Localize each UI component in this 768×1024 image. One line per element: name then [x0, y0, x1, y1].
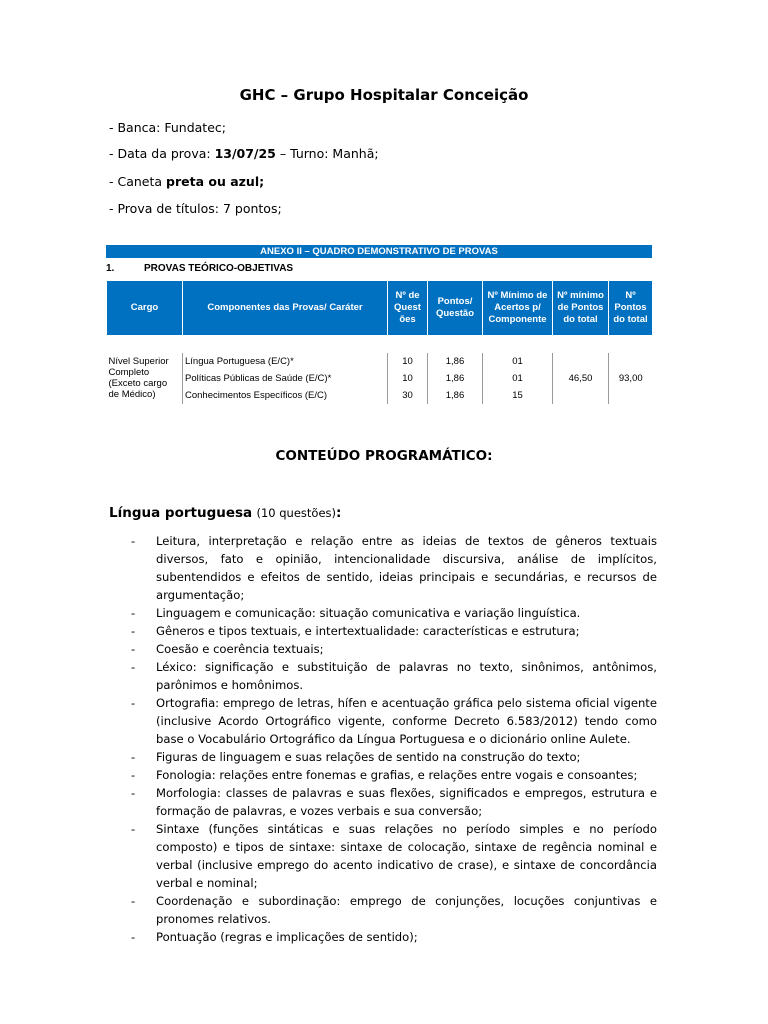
list-item [109, 820, 657, 892]
cell-pontos: 1,86 [428, 387, 483, 404]
list-item-text: Coordenação e subordinação: emprego de conjunções, locuções conjuntivas e pronomes relativos. [156, 894, 657, 926]
list-dash: - [131, 768, 136, 782]
list-item-text: Léxico: significação e substituição de palavras no texto, sinônimos, antônimos, parônimos e homônimos. [156, 660, 657, 692]
list-item [109, 928, 657, 946]
cell-cargo: Nível Superior Completo (Exceto cargo de Médico) [108, 356, 169, 400]
annex-section-heading [106, 258, 652, 280]
page-title: GHC – Grupo Hospitalar Conceição [239, 86, 529, 104]
list-dash: - [131, 930, 136, 944]
list-dash: - [131, 786, 136, 800]
list-item-text: Fonologia: relações entre fonemas e grafias, e relações entre vogais e consoantes; [156, 768, 638, 782]
list-item [109, 640, 657, 658]
list-dash: - [131, 822, 136, 836]
cell-questoes: 30 [388, 387, 428, 404]
programatico-heading: CONTEÚDO PROGRAMÁTICO: [275, 448, 493, 464]
lingua-topics-list [109, 532, 657, 946]
list-dash: - [131, 660, 136, 674]
list-dash: - [131, 624, 136, 638]
lingua-title: Língua portuguesa [109, 505, 253, 521]
list-item-text: Coesão e coerência textuais; [156, 642, 324, 656]
info-titulos: - Prova de títulos: 7 pontos; [109, 201, 282, 216]
list-item [109, 622, 657, 640]
annex-section-number: 1. [106, 263, 115, 274]
cell-minimo: 01 [483, 353, 553, 370]
cell-questoes: 10 [388, 370, 428, 387]
list-item-text: Leitura, interpretação e relação entre as ideias de textos de gêneros textuais diversos, fato e opinião, intencionalidade discursiva, análise de implícitos, subentendidos e efeitos de sentido, ideias principais e secundárias, e recursos de argumentação; [156, 534, 657, 602]
list-item-text: Gêneros e tipos textuais, e intertextualidade: características e estrutura; [156, 624, 580, 638]
lingua-portuguesa-heading [109, 505, 341, 521]
provas-table [106, 280, 653, 404]
info-caneta-prefix: - Caneta [109, 174, 167, 189]
info-caneta [109, 174, 264, 189]
list-item [109, 748, 657, 766]
info-data-suffix: – Turno: Manhã; [275, 146, 379, 161]
cell-minimo: 15 [483, 387, 553, 404]
list-item-text: Figuras de linguagem e suas relações de sentido na construção do texto; [156, 750, 581, 764]
list-item [109, 892, 657, 928]
info-data-prova [109, 146, 379, 161]
info-data-value: 13/07/25 [214, 146, 276, 161]
list-item [109, 658, 657, 694]
table-row [107, 353, 653, 370]
lingua-colon: : [336, 505, 342, 521]
cell-pontos: 1,86 [428, 353, 483, 370]
header-pontos-total: Nº Pontos do total [609, 281, 653, 336]
list-item-text: Morfologia: classes de palavras e suas flexões, significados e empregos, estrutura e formação de palavras, e vozes verbais e sua conversão; [156, 786, 657, 818]
info-caneta-value: preta ou azul; [166, 174, 265, 189]
cell-componente: Políticas Públicas de Saúde (E/C)* [183, 370, 388, 387]
header-componentes: Componentes das Provas/ Caráter [183, 281, 388, 336]
list-dash: - [131, 696, 136, 710]
list-item [109, 694, 657, 748]
header-questoes: Nº de Quest ões [388, 281, 428, 336]
header-minimo-acertos: Nº Mínimo de Acertos p/ Componente [483, 281, 553, 336]
list-item [109, 784, 657, 820]
header-minimo-pontos: Nº mínimo de Pontos do total [553, 281, 609, 336]
list-dash: - [131, 534, 136, 548]
list-dash: - [131, 750, 136, 764]
list-item-text: Pontuação (regras e implicações de sentido); [156, 930, 418, 944]
provas-table-header [107, 281, 653, 336]
list-dash: - [131, 642, 136, 656]
list-item-text: Ortografia: emprego de letras, hífen e acentuação gráfica pelo sistema oficial vigente (inclusive Acordo Ortográfico vigente, conforme Decreto 6.583/2012) tendo como base o Vocabulário Ortográfico da Língua Portuguesa e o dicionário online Aulete. [156, 696, 657, 746]
cell-componente: Língua Portuguesa (E/C)* [183, 353, 388, 370]
header-pontos-questao: Pontos/ Questão [428, 281, 483, 336]
cell-componente: Conhecimentos Específicos (E/C) [183, 387, 388, 404]
list-item [109, 604, 657, 622]
info-data-prefix: - Data da prova: [109, 146, 215, 161]
list-item-text: Sintaxe (funções sintáticas e suas relações no período simples e no período composto) e tipos de sintaxe: sintaxe de colocação, sintaxe de regência nominal e verbal (inclusive emprego do acento indicativo de crase), e sintaxe de concordância verbal e nominal; [156, 822, 657, 890]
cell-pontos-total: 93,00 [609, 353, 653, 404]
annex-section-title: PROVAS TEÓRICO-OBJETIVAS [144, 263, 294, 274]
list-dash: - [131, 894, 136, 908]
annex-table-image [106, 245, 652, 404]
list-item [109, 766, 657, 784]
list-item [109, 532, 657, 604]
info-banca: - Banca: Fundatec; [109, 120, 226, 135]
cell-minimo: 01 [483, 370, 553, 387]
list-dash: - [131, 606, 136, 620]
lingua-count: (10 questões) [256, 506, 336, 520]
cell-pontos: 1,86 [428, 370, 483, 387]
header-cargo: Cargo [107, 281, 183, 336]
cell-questoes: 10 [388, 353, 428, 370]
annex-title-bar: ANEXO II – QUADRO DEMONSTRATIVO DE PROVAS [106, 245, 652, 258]
list-item-text: Linguagem e comunicação: situação comunicativa e variação linguística. [156, 606, 581, 620]
cell-min-pontos-total: 46,50 [553, 353, 609, 404]
